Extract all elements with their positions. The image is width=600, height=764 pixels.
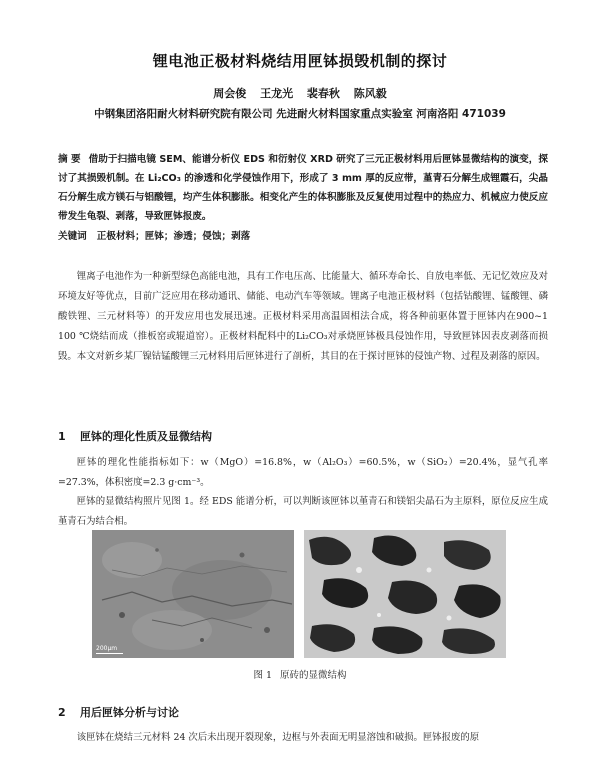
affiliation: 中钢集团洛阳耐火材料研究院有限公司 先进耐火材料国家重点实验室 河南洛阳 471039 xyxy=(94,108,506,120)
keywords-text: 正极材料；匣钵；渗透；侵蚀；剥落 xyxy=(96,231,251,242)
section-heading-2 xyxy=(58,704,179,720)
micrograph-left xyxy=(92,530,294,658)
abstract-label: 摘 要 xyxy=(58,154,81,165)
section-title: 用后匣钵分析与讨论 xyxy=(80,706,179,719)
abstract xyxy=(58,150,548,226)
micrograph-right xyxy=(304,530,506,658)
keywords-label: 关键词 xyxy=(58,231,87,242)
figure-caption-text: 原砖的显微结构 xyxy=(280,670,347,681)
section-number: 1 xyxy=(58,430,66,443)
section-heading-1 xyxy=(58,428,212,444)
scale-bar-label: 200μm xyxy=(96,645,123,654)
paragraph-analysis: 该匣钵在烧结三元材料 24 次后未出现开裂现象，边框与外表面无明显溶蚀和破损。匣钵报废的原 xyxy=(76,732,480,743)
abstract-text: 借助于扫描电镜 SEM、能谱分析仪 EDS 和衍射仪 XRD 研究了三元正极材料用后匣钵显微结构的演变，探讨了其损毁机制。在 Li₂CO₃ 的渗透和化学侵蚀作用下，形成了 3 mm 厚的反应带，堇青石分解生成锂霞石，尖晶石分解生成方镁石与铝酸锂，均产生体积膨胀。相变化产生的体积膨胀及反复使用过程中的热应力、机械应力使反应带发生龟裂、剥落，导致匣钵报废。 xyxy=(58,154,548,222)
figure-1 xyxy=(92,530,512,658)
figure-number: 图 1 xyxy=(253,670,273,681)
paragraph-intro: 锂离子电池作为一种新型绿色高能电池，具有工作电压高、比能量大、循环寿命长、自放电率低、无记忆效应及对环境友好等优点，目前广泛应用在移动通讯、储能、电动汽车等领域。锂离子电池正极材料（包括钴酸锂、锰酸锂、磷酸铁锂、三元材料等）的开发应用也发展迅速。正极材料采用高温固相法合成，将各种前驱体置于匣钵内在900~1 100 ℃烧结而成（推板窑或辊道窑）。正极材料配料中的Li₂CO₃对承烧匣钵极具侵蚀作用，导致匣钵因表皮剥落而损毁。本文对新乡某厂镍钴锰酸锂三元材料用后匣钵进行了剖析，其目的在于探讨匣钵的侵蚀产物、过程及剥落的原因。 xyxy=(58,271,548,362)
keywords xyxy=(58,228,548,242)
paragraph-microstructure: 匣钵的显微结构照片见图 1。经 EDS 能谱分析，可以判断该匣钵以堇青石和镁铝尖晶石为主原料，原位反应生成堇青石为结合相。 xyxy=(58,496,548,527)
section-title: 匣钵的理化性质及显微结构 xyxy=(80,430,212,443)
authors: 周会俊 王龙光 裴春秋 陈风毅 xyxy=(213,87,387,100)
paragraph-properties: 匣钵的理化性能指标如下：w（MgO）=16.8%，w（Al₂O₃）=60.5%，w（SiO₂）=20.4%，显气孔率=27.3%，体积密度=2.3 g·cm⁻³。 xyxy=(58,457,548,488)
paper-title: 锂电池正极材料烧结用匣钵损毁机制的探讨 xyxy=(152,52,448,70)
figure-caption xyxy=(0,667,600,681)
section-number: 2 xyxy=(58,706,66,719)
